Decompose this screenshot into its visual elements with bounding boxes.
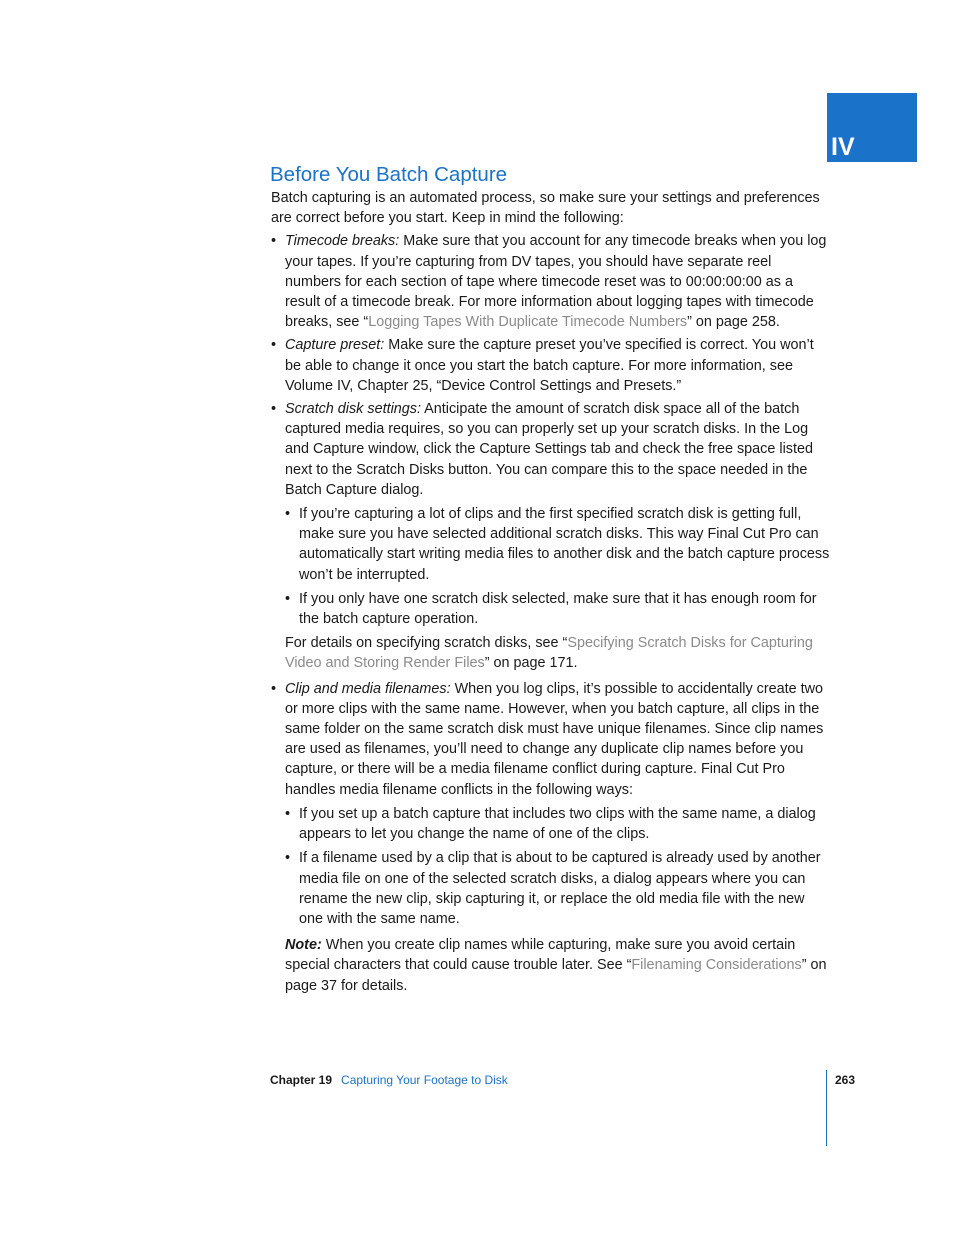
bullet-timecode-breaks — [271, 231, 831, 332]
bullet-text: Make sure that you account for any timecode breaks when you log your tapes. If you’re capturing from DV tapes, you should have separate reel numbers for each section of tape where timecode reset was to 00:00:00:00 as a result of a timecode break. For more information about logging tapes with timecode breaks, see “ — [285, 233, 827, 331]
sub-bullet-text: If a filename used by a clip that is about to be captured is already used by another media file on one of the selected scratch disks, a dialog appears where you can rename the new clip, skip capturing it, or replace the old media file with the new one with the same name. — [299, 850, 821, 927]
bullet-icon: • — [271, 233, 277, 250]
bullet-lead: Scratch disk settings: — [285, 401, 421, 418]
bullet-text: When you log clips, it’s possible to accidentally create two or more clips with the same name. However, when you batch capture, all clips in the same folder on the same scratch disk must have unique filenames. Since clip names are used as filenames, you’ll need to change any duplicate clip names before you capture, or there will be a media filename conflict during capture. Final Cut Pro handles media filename conflicts in the following ways: — [285, 680, 824, 798]
part-tab: IV — [827, 93, 917, 162]
sub-bullet-item — [285, 804, 831, 844]
bullet-icon: • — [271, 337, 277, 354]
page-title: Before You Batch Capture — [270, 163, 508, 186]
page-number: 263 — [835, 1073, 856, 1087]
footer-divider — [826, 1070, 827, 1146]
bullet-icon: • — [285, 506, 291, 523]
bullet-icon: • — [271, 401, 277, 418]
bullet-icon: • — [285, 850, 291, 867]
bullet-lead: Clip and media filenames: — [285, 680, 451, 697]
bullet-scratch-disk-settings — [271, 399, 831, 674]
details-text: ” on page 171. — [484, 655, 578, 672]
bullet-text: ” on page 258. — [687, 314, 780, 331]
link-specifying-scratch-disks[interactable]: Specifying Scratch Disks for Capturing Video and Storing Render Files — [285, 635, 813, 672]
scratch-details-paragraph — [285, 633, 831, 673]
footer-chapter-label: Chapter 19 — [270, 1073, 333, 1087]
sub-bullet-text: If you set up a batch capture that includes two clips with the same name, a dialog appears to let you change the name of one of the clips. — [299, 805, 816, 843]
note-text: When you create clip names while capturing, make sure you avoid certain special characters that could cause trouble later. See “ — [285, 937, 796, 974]
bullet-text: Make sure the capture preset you’ve specified is correct. You won’t be able to change it once you start the batch capture. For more information, see Volume IV, Chapter 25, “Device Control Settings and Presets.” — [285, 337, 814, 394]
sub-bullet-list — [285, 804, 831, 929]
note-label: Note: — [285, 937, 322, 954]
sub-bullet-text: If you only have one scratch disk selected, make sure that it has enough room for the batch capture operation. — [299, 590, 817, 628]
sub-bullet-text: If you’re capturing a lot of clips and the first specified scratch disk is getting full, make sure you have selected additional scratch disks. This way Final Cut Pro can automatically start writing media files to another disk and the batch capture process won’t be interrupted. — [299, 506, 830, 583]
bullet-icon: • — [285, 590, 291, 607]
bullet-capture-preset — [271, 335, 831, 396]
bullet-clip-media-filenames — [271, 679, 831, 996]
sub-bullet-item — [285, 589, 831, 629]
footer-chapter — [270, 1072, 508, 1088]
footer-chapter-title-link[interactable]: Capturing Your Footage to Disk — [341, 1073, 508, 1087]
intro-paragraph: Batch capturing is an automated process, so make sure your settings and preferences are correct before you start. Keep in mind the following: — [271, 190, 820, 227]
details-text: For details on specifying scratch disks, see “ — [285, 635, 568, 652]
note-text: ” on page 37 for details. — [285, 957, 827, 994]
sub-bullet-item — [285, 504, 831, 585]
link-logging-tapes-timecode[interactable]: Logging Tapes With Duplicate Timecode Numbers — [368, 314, 688, 331]
bullet-text: Anticipate the amount of scratch disk space all of the batch captured media requires, so you can properly set up your scratch disks. In the Log and Capture window, click the Capture Settings tab and check the free space listed next to the Scratch Disks button. You can compare this to the space needed in the Batch Capture dialog. — [285, 401, 813, 498]
sub-bullet-item — [285, 848, 831, 929]
bullet-lead: Capture preset: — [285, 337, 385, 354]
bullet-icon: • — [271, 680, 277, 697]
body-text — [271, 188, 831, 999]
bullet-lead: Timecode breaks: — [285, 233, 400, 250]
note-paragraph — [285, 935, 831, 996]
link-filenaming-considerations[interactable]: Filenaming Considerations — [631, 957, 802, 974]
bullet-icon: • — [285, 805, 291, 822]
sub-bullet-list — [285, 504, 831, 629]
